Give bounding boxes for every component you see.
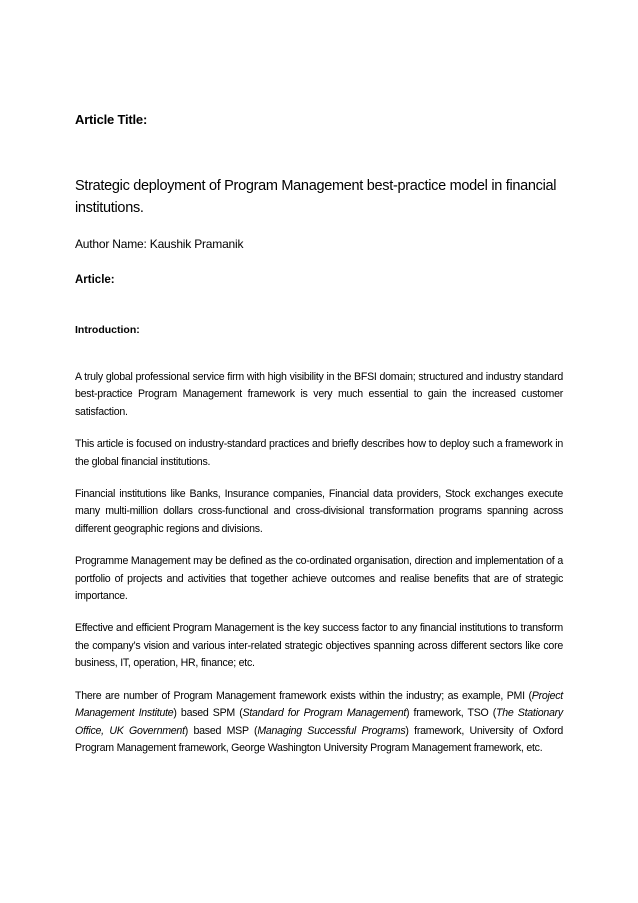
paragraph-6-italic-1: Project Management Institute: [75, 689, 563, 720]
paragraph-6-italic-4: Managing Successful Programs: [257, 724, 406, 737]
paragraph-6-text-1: There are number of Program Management framework exists within the industry; as example, PMI (: [75, 689, 532, 702]
article-title: Strategic deployment of Program Management best-practice model in financial institutions.: [75, 178, 557, 216]
document-body: [75, 112, 563, 757]
paragraph-6-text-3: ) framework, TSO (: [406, 707, 497, 720]
paragraph-3: Financial institutions like Banks, Insurance companies, Financial data providers, Stock exchanges execute many multi-million dollars cross-functional and cross-divisional transformation programs spanning across different geographic regions and divisions.: [75, 488, 563, 535]
article-title-label: Article Title:: [75, 112, 148, 127]
paragraph-6: [75, 688, 563, 758]
paragraph-6-italic-3: The Stationary Office, UK Government: [75, 707, 563, 737]
introduction-heading: Introduction:: [75, 324, 140, 336]
paragraph-6-text-4: ) based MSP (: [184, 724, 258, 737]
paragraph-4: Programme Management may be defined as the co-ordinated organisation, direction and implementation of a portfolio of projects and activities that together achieve outcomes and realise benefits that are of strategic importance.: [75, 555, 563, 603]
article-section-label: Article:: [75, 274, 115, 286]
paragraph-6-italic-2: Standard for Program Management: [242, 707, 407, 720]
paragraph-1: A truly global professional service firm with high visibility in the BFSI domain; structured and industry standard best-practice Program Management framework is very much essential to gain the increased customer satisfaction.: [75, 371, 563, 418]
paragraph-5: Effective and efficient Program Management is the key success factor to any financial institutions to transform the company’s vision and various inter-related strategic objectives spanning across different sectors like core business, IT, operation, HR, finance; etc.: [75, 622, 563, 670]
paragraph-2: This article is focused on industry-standard practices and briefly describes how to deploy such a framework in the global financial institutions.: [75, 438, 563, 468]
paragraph-6-text-2: ) based SPM (: [173, 707, 243, 720]
author-name: Author Name: Kaushik Pramanik: [75, 237, 244, 251]
paragraph-6-text-5: ) framework, University of Oxford Program Management framework, George Washington University Program Management framework, etc.: [75, 724, 564, 754]
